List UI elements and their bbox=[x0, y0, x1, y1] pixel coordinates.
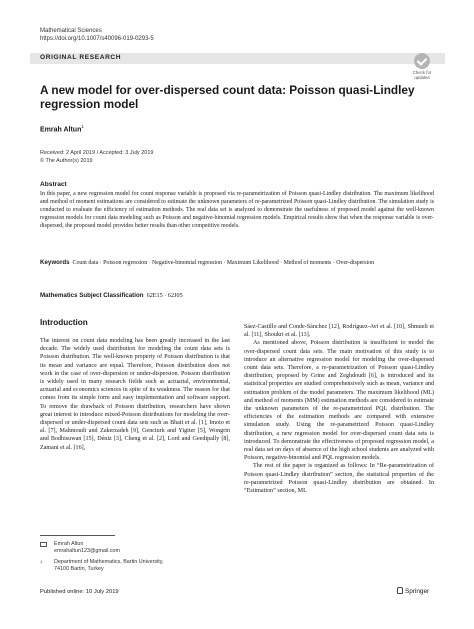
received-accepted: Received: 2 April 2019 / Accepted: 3 July 2019 bbox=[40, 150, 154, 156]
left-column bbox=[40, 337, 230, 452]
publisher-name: Springer bbox=[405, 588, 430, 595]
article-dates bbox=[40, 150, 153, 165]
author-name[interactable]: Emrah Altun bbox=[40, 126, 82, 134]
intro-paragraph-continued: Sáez-Castillo and Conde-Sánchez [12], Rodríguez-Avi et al. [10], Shmueli et al. [11], Shoukri et al. [13]. bbox=[244, 324, 434, 339]
introduction-heading: Introduction bbox=[40, 318, 88, 327]
msc-codes: 62E15 · 62J05 bbox=[146, 292, 183, 299]
intro-paragraph-1: The interest on count data modeling has been greatly increased in the last decade. The widely used distribution for modeling the count data sets is Poisson distribution. The well-known property of Poisson distribution is that its mean and variance are equal. Therefore, Poisson distribution does not work in the case of over-dispersion or under-dispersion. Poisson distribution is widely used in many research fields such as actuarial, environmental, actuarial and economics sciences in spite of its weakness. The reason for that comes from its simple form and easy implementation and software support. To remove the drawback of Poisson distribution, researchers have shown great interest to introduce mixed-Poisson distributions for modeling the over-dispersed or under-dispersed count data sets such as Bhati et al. [1], Imoto et al. [7], Mahmoudi and Zakerzadeh [9], Gencturk and Yigiter [5], Wongrin and Bodhisuwan [15], Déniz [3], Cheng et al. [2], Lord and Geedipally [8], Zamani et al. [16], bbox=[40, 338, 230, 451]
check-for-updates-badge[interactable]: Check for updates bbox=[408, 53, 436, 81]
doi-link[interactable]: https://doi.org/10.1007/s40096-019-0293-5 bbox=[40, 36, 154, 42]
corresponding-author-name: Emrah Altun bbox=[54, 541, 84, 547]
copyright: © The Author(s) 2019 bbox=[40, 157, 93, 164]
paper-title: A new model for over-dispersed count data: Poisson quasi-Lindley regression model bbox=[40, 83, 415, 111]
right-column bbox=[244, 323, 434, 495]
affiliation-number: 1 bbox=[40, 559, 43, 564]
keywords-text: Count data · Poisson regression · Negative-binomial regression · Maximum Likelihood · Method of moments · Over-dispersion bbox=[72, 260, 375, 266]
affiliation-line-2: 74100 Bartin, Turkey bbox=[54, 566, 104, 572]
journal-name: Mathematical Sciences bbox=[40, 28, 102, 34]
article-type-label: ORIGINAL RESEARCH bbox=[40, 54, 122, 61]
springer-horse-icon bbox=[397, 587, 403, 594]
publisher-logo bbox=[397, 587, 429, 595]
journal-header bbox=[40, 27, 154, 43]
author-line bbox=[40, 124, 84, 133]
keywords bbox=[40, 259, 434, 267]
corresponding-email[interactable]: emrahaltun123@gmail.com bbox=[54, 548, 120, 554]
article-type-band bbox=[30, 53, 445, 64]
msc-classification bbox=[40, 292, 183, 299]
footnote-divider bbox=[40, 535, 115, 536]
checkmark-icon bbox=[414, 53, 430, 69]
published-online: Published online: 10 July 2019 bbox=[40, 589, 119, 595]
keywords-label: Keywords bbox=[40, 259, 70, 266]
intro-paragraph-2: As mentioned above, Poisson distribution is insufficient to model the over-dispersed count data sets. The main motivation of this study is to introduce an alternative regression model for modeling the over-dispersed count data sets. Therefore, a re-parametrization of Poisson quasi-Lindley distribution, proposed by Grine and Zeghdoudi [6], is introduced and its statistical properties are studied comprehensively such as mean, variance and estimation problem of the model parameters. The maximum likelihood (ML) and method of moments (MM) estimation methods are considered to estimate the unknown parameters of the re-parametrized PQL distribution. The efficiencies of the estimation methods are compared with extensive simulation study. Using the re-parametrized Poisson quasi-Lindley distribution, a new regression model for over-dispersed count data sets is introduced. To demonstrate the effectiveness of proposed regression model, a real data set on days of absence of the high school students are analyzed with Poisson, negative-binomial and PQL regression models. bbox=[244, 340, 434, 462]
abstract-heading: Abstract bbox=[40, 181, 67, 188]
envelope-icon bbox=[40, 542, 47, 547]
affiliation-line-1: Department of Mathematics, Bartin University, bbox=[54, 559, 164, 565]
intro-paragraph-3: The rest of the paper is organized as follows: In “Re-parametrization of Poisson quasi-Lindley distribution” section, the statistical properties of the re-parametrized Poisson quasi-Lindley distribution are obtained. In “Estimation” section, ML bbox=[244, 463, 434, 495]
affiliation-mark: 1 bbox=[81, 124, 84, 129]
msc-label: Mathematics Subject Classification bbox=[40, 292, 144, 299]
abstract-text: In this paper, a new regression model for count response variable is proposed via re-parametrization of Poisson quasi-Lindley distribution. The maximum likelihood and method of moment estimations are considered to estimate the unknown parameters of re-parametrized Poisson quasi-Lindley distribution. The simulation study is conducted to evaluate the efficiency of estimation methods. The real data set is analyzed to demonstrate the usefulness of proposed model against the well-known regression models for count data modeling such as Poisson and negative-binomial regression models. Empirical results show that when the response variable is over-dispersed, the proposed model provides better results than other competitive models. bbox=[40, 191, 434, 230]
